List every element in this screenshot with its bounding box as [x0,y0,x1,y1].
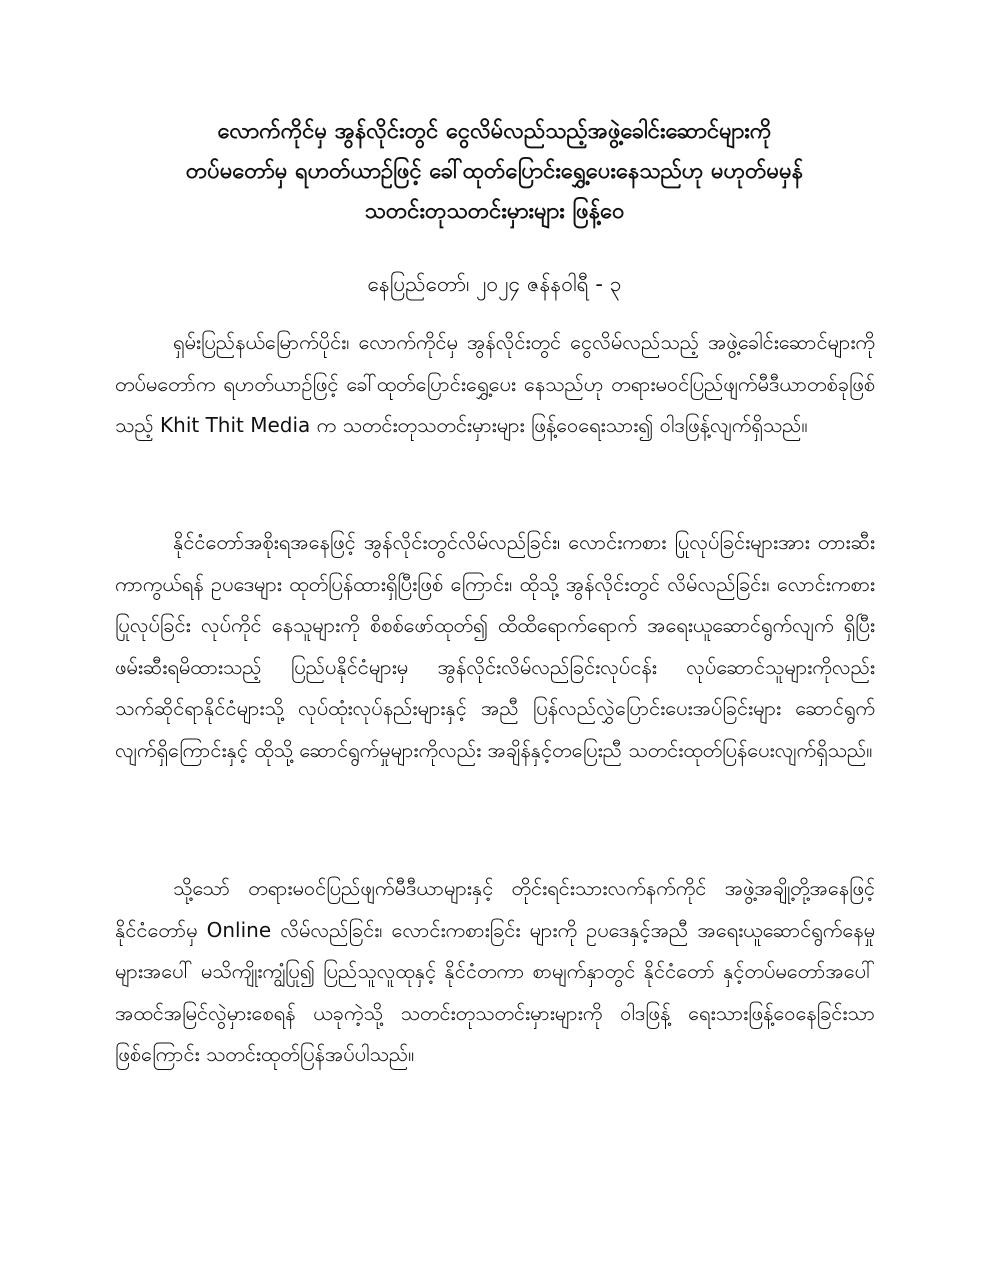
headline-line-3: သတင်းတုသတင်းမှားများ ဖြန့်ဝေ [364,199,625,224]
headline-line-1: လောက်ကိုင်မှ အွန်လိုင်းတွင် ငွေလိမ်လည်သည့်အဖွဲ့ခေါင်းဆောင်များကို [217,119,772,144]
headline [100,112,889,232]
dateline: နေပြည်တော်၊ ၂၀၂၄ ဇန်နဝါရီ - ၃ [367,272,622,296]
headline-line-2: တပ်မတော်မှ ရဟတ်ယာဉ်ဖြင့် ခေါ်ထုတ်ပြောင်းရွှေ့ပေးနေသည်ဟု မဟုတ်မမှန် [185,159,804,184]
paragraph-3: သို့သော် တရားမဝင်ပြည်ဖျက်မီဒီယာများနှင့် တိုင်းရင်းသားလက်နက်ကိုင် အဖွဲ့အချို့တို့အနေဖြင့် နိုင်ငံတော်မှ Online လိမ်လည်ခြင်း၊ လောင်းကစားခြင်း များကို ဥပဒေနှင့်အညီ အရေးယူဆောင်ရွက်နေမှုများအပေါ် မသိကျိုးကျွံပြု၍ ပြည်သူလူထုနှင့် နိုင်ငံတကာ စာမျက်နှာတွင် နိုင်ငံတော် နှင့်တပ်မတော်အပေါ် အထင်အမြင်လွဲမှားစေရန် ယခုကဲ့သို့ သတင်းတုသတင်းမှားများကို ဝါဒဖြန့် ရေးသားဖြန့်ဝေနေခြင်းသာဖြစ်ကြောင်း သတင်းထုတ်ပြန်အပ်ပါသည်။ [115,876,875,1066]
paragraph-1: ရှမ်းပြည်နယ်မြောက်ပိုင်း၊ လောက်ကိုင်မှ အွန်လိုင်းတွင် ငွေလိမ်လည်သည့် အဖွဲ့ခေါင်းဆောင်များကို တပ်မတော်က ရဟတ်ယာဉ်ဖြင့် ခေါ်ထုတ်ပြောင်းရွှေ့ပေး နေသည်ဟု တရားမဝင်ပြည်ဖျက်မီဒီယာတစ်ခုဖြစ်သည့် Khit Thit Media က သတင်းတုသတင်းမှားများ ဖြန့်ဝေရေးသား၍ ဝါဒဖြန့်လျက်ရှိသည်။ [115,330,875,437]
paragraph-2: နိုင်ငံတော်အစိုးရအနေဖြင့် အွန်လိုင်းတွင်လိမ်လည်ခြင်း၊ လောင်းကစား ပြုလုပ်ခြင်းများအား တားဆီးကာကွယ်ရန် ဥပဒေများ ထုတ်ပြန်ထားရှိပြီးဖြစ် ကြောင်း၊ ထိုသို့ အွန်လိုင်းတွင် လိမ်လည်ခြင်း၊ လောင်းကစားပြုလုပ်ခြင်း လုပ်ကိုင် နေသူများကို စိစစ်ဖော်ထုတ်၍ ထိထိရောက်ရောက် အရေးယူဆောင်ရွက်လျက် ရှိပြီး ဖမ်းဆီးရမိထားသည့် ပြည်ပနိုင်ငံများမှ အွန်လိုင်းလိမ်လည်ခြင်းလုပ်ငန်း လုပ်ဆောင်သူများကိုလည်း သက်ဆိုင်ရာနိုင်ငံများသို့ လုပ်ထုံးလုပ်နည်းများနှင့် အညီ ပြန်လည်လွှဲပြောင်းပေးအပ်ခြင်းများ ဆောင်ရွက်လျက်ရှိကြောင်းနှင့် ထိုသို့ ဆောင်ရွက်မှုများကိုလည်း အချိန်နှင့်တပြေးညီ သတင်းထုတ်ပြန်ပေးလျက်ရှိသည်။ [115,530,875,762]
